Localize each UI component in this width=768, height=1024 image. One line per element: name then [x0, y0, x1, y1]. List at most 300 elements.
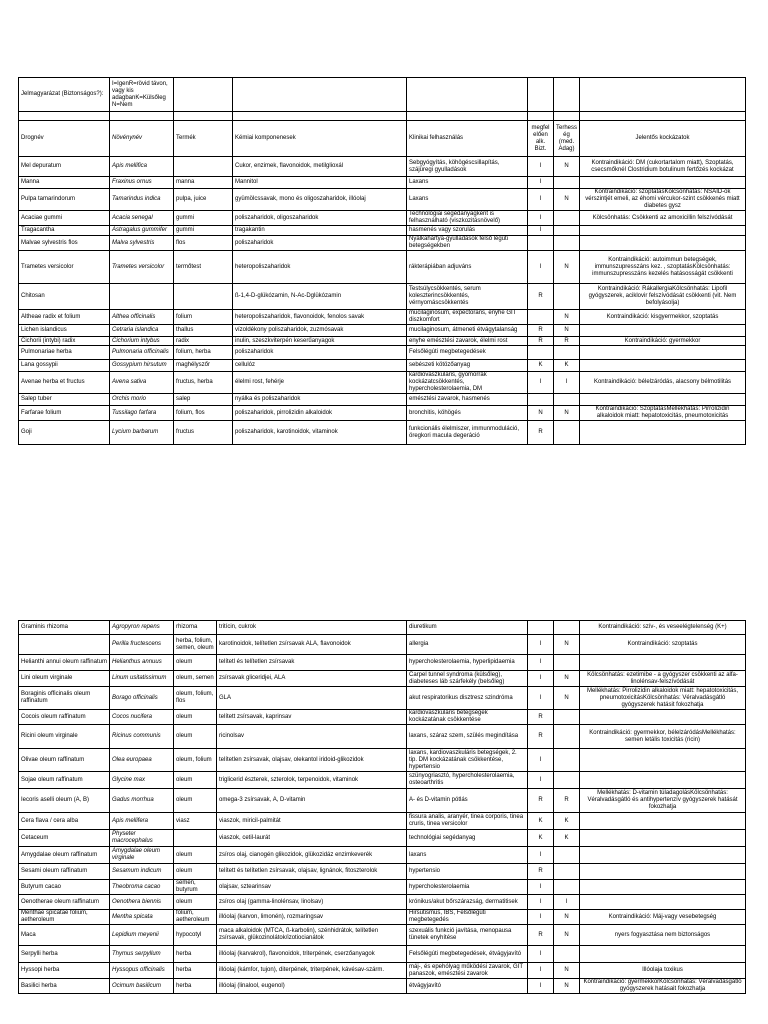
table-row — [19, 687, 746, 710]
cell-safe: R — [528, 864, 554, 880]
cell-use: kardiovaszkuláris betegségek kockázatának csökkentése — [407, 710, 528, 725]
cell-safe: I — [528, 749, 554, 772]
cell-plant: Althea officinalis — [110, 310, 174, 325]
cell-preg — [554, 725, 580, 749]
cell-part: gummi — [174, 226, 233, 236]
cell-risk: Kontraindikáció: SzoptatásMellékhatás: Pirrolizidin alkaloidok miatt: hepatotoxicitás, pneumotoxicitás — [580, 406, 746, 421]
cell-drug: Amygdalae oleum raffinatum — [19, 847, 110, 864]
cell-safe: R — [528, 925, 554, 946]
table-row — [19, 880, 746, 895]
cell-chem: telítetl és telítetlen zsírsavak — [217, 655, 407, 671]
herbal-drug-table-1 — [18, 77, 746, 445]
cell-preg: N — [554, 406, 580, 421]
cell-risk — [580, 864, 746, 880]
cell-use: Laxans — [407, 177, 528, 189]
cell-drug: Lichen islandicus — [19, 325, 110, 337]
cell-use: laxans, száraz szem, szülés megindítása — [407, 725, 528, 749]
cell-risk — [580, 421, 746, 445]
header-row — [19, 121, 746, 157]
cell-plant: Helianthus annuus — [110, 655, 174, 671]
cell-risk: nyers fogyasztása nem biztonságos — [580, 925, 746, 946]
cell-safe: R — [528, 789, 554, 813]
cell-use: máj-, és epehólyag működési zavarok, GIT panaszok, emésztési zavarok — [407, 963, 528, 979]
cell-chem: olajsav, sztearinsav — [217, 880, 407, 895]
cell-part: pulpa, juice — [174, 189, 233, 211]
cell-part: folium, aetheroleum — [174, 910, 217, 925]
table-row — [19, 772, 746, 789]
cell-chem: cellulóz — [233, 360, 407, 372]
cell-risk: Mellékhatás: Pirrolizidin alkaloidok miatt: hepatotoxicitás, pneumotoxicitásKölcsönhatás: Véralvadásgátló gyógyszerek hatásit fokozhatja — [580, 687, 746, 710]
cell-drug: Salep tuber — [19, 394, 110, 406]
table-row — [19, 621, 746, 635]
cell-plant: Avena sativa — [110, 372, 174, 394]
cell-risk — [580, 394, 746, 406]
cell-safe: I — [528, 671, 554, 687]
cell-drug: Sesami oleum raffinatum — [19, 864, 110, 880]
cell-safe: I — [528, 226, 554, 236]
cell-risk: Kontraindikáció: gyermekkor — [580, 337, 746, 346]
cell-safe — [528, 621, 554, 635]
cell-preg: N — [554, 963, 580, 979]
header-part: Termék — [174, 121, 233, 157]
cell-safe: R — [528, 710, 554, 725]
cell-chem: GLA — [217, 687, 407, 710]
cell-chem: ricinolsav — [217, 725, 407, 749]
cell-part: viasz — [174, 813, 217, 830]
cell-plant: Lycium barbarum — [110, 421, 174, 445]
header-risk: Jelentős kockázatok — [580, 121, 746, 157]
cell-use: hypercholesterolaemia — [407, 880, 528, 895]
cell-drug: Helianthi annui oleum raffinatum — [19, 655, 110, 671]
table-row — [19, 337, 746, 346]
cell-risk: Kontraindikáció: gyermekkorKölcsönhatás: Véralvadásgátló gyógyszerek hatásait fokozhatja — [580, 979, 746, 994]
cell-drug: Farfarae folium — [19, 406, 110, 421]
cell-use: Felsőlégúti megbetegedések — [407, 346, 528, 360]
cell-safe: I — [528, 979, 554, 994]
cell-use: funkcionális élelmiszer, immunmoduláció, öregkori macula degeráció — [407, 421, 528, 445]
cell-plant: Gossypium hirsutum — [110, 360, 174, 372]
cell-risk: Mellékhatás: D-vitamin túladagolásKölcsönhatás: Véralvadásgátló és antihypertenzív gyógyszerek hatását fokozhatja — [580, 789, 746, 813]
cell-drug: Serpylli herba — [19, 946, 110, 963]
cell-drug: Trametes versicolor — [19, 251, 110, 284]
cell-drug: Pulpa tamarindorum — [19, 189, 110, 211]
cell-preg: N — [554, 189, 580, 211]
cell-chem: zsíros olaj (gamma-linolénsav, linolsav) — [217, 895, 407, 910]
cell-safe: I — [528, 177, 554, 189]
cell-drug: Manna — [19, 177, 110, 189]
cell-part: oleum — [174, 772, 217, 789]
cell-preg: N — [554, 251, 580, 284]
cell-part: radix — [174, 337, 233, 346]
cell-drug: Menthae spicatae folium, aetheroleum — [19, 910, 110, 925]
cell-drug: Basilici herba — [19, 979, 110, 994]
cell-risk — [580, 946, 746, 963]
cell-drug: Butyrum cacao — [19, 880, 110, 895]
cell-drug: Ricini oleum virginale — [19, 725, 110, 749]
cell-use: Laxans — [407, 189, 528, 211]
cell-risk: Kontraindikáció: szoptatásKölcsönhatás: NSAID-ok vérszintjét emeli, az éhomi vércukor-szint csökkenés miatt diabetes gysz — [580, 189, 746, 211]
cell-part: oleum — [174, 789, 217, 813]
cell-safe — [528, 236, 554, 251]
cell-chem: poliszaharidok, karotinoidok, vitaminok — [233, 421, 407, 445]
cell-use: hasmenés vagy szorulás — [407, 226, 528, 236]
cell-part: oleum, folium — [174, 749, 217, 772]
cell-plant: Amygdalae oleum virginale — [110, 847, 174, 864]
table-2-body — [19, 621, 746, 994]
cell-part: fructus — [174, 421, 233, 445]
cell-use: akut respiratorikus disztresz szindróma — [407, 687, 528, 710]
cell-preg — [554, 226, 580, 236]
table-row — [19, 847, 746, 864]
table-row — [19, 211, 746, 226]
cell-drug: Mel depuratum — [19, 157, 110, 177]
cell-drug: Chitosan — [19, 284, 110, 310]
cell-use: allergia — [407, 635, 528, 655]
cell-plant: Cetraria islandica — [110, 325, 174, 337]
cell-plant: Cocos nucifera — [110, 710, 174, 725]
cell-safe: R — [528, 421, 554, 445]
cell-preg — [554, 864, 580, 880]
cell-chem: Mannitol — [233, 177, 407, 189]
cell-plant: Linum usitatissimum — [110, 671, 174, 687]
header-safe: megfelelően alk. Bizt. — [528, 121, 554, 157]
cell-drug: Olivae oleum raffinatum — [19, 749, 110, 772]
cell-risk — [580, 360, 746, 372]
cell-drug: Cera flava / cera alba — [19, 813, 110, 830]
cell-safe — [528, 310, 554, 325]
cell-use: emésztési zavarok, hasmenés — [407, 394, 528, 406]
cell-part: folium, flos — [174, 406, 233, 421]
table-row — [19, 406, 746, 421]
table-row — [19, 813, 746, 830]
table-row — [19, 251, 746, 284]
cell-plant: Fraxinus ornus — [110, 177, 174, 189]
cell-part: herba — [174, 946, 217, 963]
cell-safe: I — [528, 910, 554, 925]
cell-preg: N — [554, 979, 580, 994]
table-row — [19, 394, 746, 406]
cell-chem: zsíros olaj, cianogén glikozidok, glükozidáz enzimkeverék — [217, 847, 407, 864]
cell-drug — [19, 635, 110, 655]
table-row — [19, 360, 746, 372]
table-row — [19, 346, 746, 360]
cell-preg: R — [554, 789, 580, 813]
cell-preg — [554, 772, 580, 789]
cell-risk — [580, 830, 746, 847]
cell-safe: N — [528, 406, 554, 421]
cell-use: szexuális funkció javítása, menopausa tünetek enyhítése — [407, 925, 528, 946]
cell-safe: R — [528, 725, 554, 749]
table-row — [19, 177, 746, 189]
cell-chem: heteropoliszaharidok — [233, 251, 407, 284]
table-row — [19, 725, 746, 749]
cell-plant: Agropyron repens — [110, 621, 174, 635]
cell-use: diuretikum — [407, 621, 528, 635]
cell-safe: I — [528, 880, 554, 895]
cell-risk — [580, 895, 746, 910]
cell-use: Sebgyógyítás, köhögéscsillapítás, szájüregi gyulladások — [407, 157, 528, 177]
cell-drug: Hyssopi herba — [19, 963, 110, 979]
cell-safe: K — [528, 813, 554, 830]
cell-part: herba, folium, semen, oleum — [174, 635, 217, 655]
cell-risk — [580, 226, 746, 236]
cell-chem: telítetlen zsírsavak, olajsav, olekantol iridoid-glikozidok — [217, 749, 407, 772]
cell-use: hypercholesterolaemia, hyperlipidaemia — [407, 655, 528, 671]
cell-risk: Kontraindikáció: RákallergiaKölcsönhatás: Lipofil gyógyszerek, aciklovir felszívódását csökkenti (vit. Nem befolyásolja) — [580, 284, 746, 310]
cell-safe: R — [528, 284, 554, 310]
cell-risk: Kontraindikáció: Máj-vagy vesebetegség — [580, 910, 746, 925]
cell-plant: Tamarindus indica — [110, 189, 174, 211]
cell-risk: Kölcsönhatás: Csökkenti az amoxicillin felszívódását — [580, 211, 746, 226]
table-row — [19, 895, 746, 910]
cell-chem: vízoldékony poliszaharidok, zuzmósavak — [233, 325, 407, 337]
cell-chem: triglicerid észterek, szterolok, terpenoidok, vitaminok — [217, 772, 407, 789]
cell-plant: Acacia senegal — [110, 211, 174, 226]
cell-chem: Cukor, enzimek, flavonoidok, metilglioxál — [233, 157, 407, 177]
cell-plant: Gadus morrhua — [110, 789, 174, 813]
cell-drug: Iecoris aselli oleum (A, B) — [19, 789, 110, 813]
cell-use: Technológiai segédanyagként is felhasználható (viszkozitásnövelő) — [407, 211, 528, 226]
cell-drug: Lini oleum virginale — [19, 671, 110, 687]
cell-risk: Kontraindikáció: DM (cukortartalom miatt), Szoptatás, csecsmőknél Clostridium botulinum fertőzés kockázat — [580, 157, 746, 177]
cell-risk — [580, 655, 746, 671]
cell-safe: K — [528, 360, 554, 372]
cell-drug: Cichorii (intybi) radix — [19, 337, 110, 346]
cell-drug: Maca — [19, 925, 110, 946]
cell-part: oleum — [174, 710, 217, 725]
cell-plant: Perilla fructescens — [110, 635, 174, 655]
cell-safe: I — [528, 946, 554, 963]
cell-use: fissura analis, aranyér, tinea corporis, tinea cruris, tinea versicolor — [407, 813, 528, 830]
cell-plant: Physeter macrocephalus — [110, 830, 174, 847]
cell-use: kardiovaszkuláris, gyomorrák kockázatcsökkentés, hypercholesterolaemia, DM — [407, 372, 528, 394]
cell-plant: Lepidium meyenii — [110, 925, 174, 946]
table-row — [19, 325, 746, 337]
header-chem: Kémiai komponenesek — [233, 121, 407, 157]
table-row — [19, 749, 746, 772]
cell-drug: Lana gossypii — [19, 360, 110, 372]
cell-use: enyhe emésztési zavarok, élelmi rost — [407, 337, 528, 346]
cell-preg: N — [554, 157, 580, 177]
cell-risk — [580, 880, 746, 895]
cell-plant: Pulmonaria officinalis — [110, 346, 174, 360]
cell-use: A- és D-vitamin pótlás — [407, 789, 528, 813]
cell-part: folium, herba — [174, 346, 233, 360]
cell-use: Nyálkahártya-gyulladások felső légúti betegségekben — [407, 236, 528, 251]
cell-risk — [580, 813, 746, 830]
header-use: Klinikai felhasználás — [407, 121, 528, 157]
cell-part — [174, 284, 233, 310]
cell-preg: N — [554, 687, 580, 710]
cell-chem: viaszok, cetil-laurát — [217, 830, 407, 847]
table-row — [19, 979, 746, 994]
cell-risk — [580, 236, 746, 251]
cell-part: oleum — [174, 847, 217, 864]
cell-safe: I — [528, 847, 554, 864]
cell-plant: Hyssopus officinalis — [110, 963, 174, 979]
cell-preg — [554, 946, 580, 963]
cell-part: salep — [174, 394, 233, 406]
cell-preg — [554, 749, 580, 772]
cell-drug: Avenae herba et fructus — [19, 372, 110, 394]
cell-part: manna — [174, 177, 233, 189]
cell-drug: Cocois oleum raffinatum — [19, 710, 110, 725]
cell-chem: illóolaj (karvakrol), flavonoidok, triterpének, cserzőanyagok — [217, 946, 407, 963]
table-row — [19, 789, 746, 813]
cell-plant: Malva sylvestris — [110, 236, 174, 251]
cell-drug: Sojae oleum raffinatum — [19, 772, 110, 789]
cell-preg — [554, 655, 580, 671]
cell-preg — [554, 211, 580, 226]
cell-preg: K — [554, 830, 580, 847]
cell-risk — [580, 772, 746, 789]
cell-plant: Ocimum basilicum — [110, 979, 174, 994]
cell-safe — [528, 346, 554, 360]
cell-safe: I — [528, 772, 554, 789]
cell-preg: N — [554, 925, 580, 946]
cell-part: gummi — [174, 211, 233, 226]
cell-chem: telített és telítetlen zsírsavak, olajsav, lignánok, fitoszterolok — [217, 864, 407, 880]
table-row — [19, 655, 746, 671]
cell-risk — [580, 749, 746, 772]
cell-chem: poliszaharidok, oligoszaharidok — [233, 211, 407, 226]
cell-risk: Kontraindikáció: autoimmun betegségek, immunszupresszáns kez. , szoptatásKölcsönhatás: immunszupresszáns kezelés hatásosságát csökkenti — [580, 251, 746, 284]
cell-use: laxans — [407, 847, 528, 864]
cell-chem: ß-1,4-D-glükózamin, N-Ac-Dglükózamin — [233, 284, 407, 310]
cell-safe: I — [528, 211, 554, 226]
cell-safe: I — [528, 372, 554, 394]
header-preg: Terhesség (med. Adag) — [554, 121, 580, 157]
table-row — [19, 635, 746, 655]
cell-safe: K — [528, 830, 554, 847]
cell-preg — [554, 284, 580, 310]
cell-part: herba — [174, 963, 217, 979]
cell-use: Carpel tunnel syndroma (külsőleg), diabeteses láb szárfekély (belsőleg) — [407, 671, 528, 687]
cell-part: rhizoma — [174, 621, 217, 635]
cell-use: bronchitis, köhögés — [407, 406, 528, 421]
table-row — [19, 157, 746, 177]
table-row — [19, 226, 746, 236]
cell-chem: zsírsavak gliceridjei, ALA — [217, 671, 407, 687]
cell-use: hypertensio — [407, 864, 528, 880]
cell-risk — [580, 177, 746, 189]
cell-part: folium — [174, 310, 233, 325]
cell-plant: Sesamum indicum — [110, 864, 174, 880]
cell-risk — [580, 325, 746, 337]
cell-safe: I — [528, 895, 554, 910]
cell-plant: Theobroma cacao — [110, 880, 174, 895]
table-row — [19, 236, 746, 251]
cell-part: flos — [174, 236, 233, 251]
cell-plant: Olea europaea — [110, 749, 174, 772]
cell-plant: Borago officinalis — [110, 687, 174, 710]
table-row — [19, 910, 746, 925]
cell-part: oleum, semen — [174, 671, 217, 687]
cell-drug: Acaciae gummi — [19, 211, 110, 226]
cell-safe: I — [528, 251, 554, 284]
cell-chem: poliszaharidok — [233, 236, 407, 251]
cell-chem: heteropoliszaharidok, flavonoidok, fenolos savak — [233, 310, 407, 325]
cell-safe: I — [528, 687, 554, 710]
cell-use: szünyogriasztó, hypercholesterolaemia, osteoarthritis — [407, 772, 528, 789]
cell-preg — [554, 421, 580, 445]
cell-use: Hirsutismus, IBS, Felsőlégúti megbetegedés — [407, 910, 528, 925]
cell-preg: K — [554, 360, 580, 372]
cell-plant: Apis mellifica — [110, 157, 174, 177]
table-row — [19, 925, 746, 946]
cell-plant: Oenothera biennis — [110, 895, 174, 910]
table-row — [19, 864, 746, 880]
header-plant: Növénynév — [110, 121, 174, 157]
table-row — [19, 946, 746, 963]
cell-drug: Malvae sylvestris flos — [19, 236, 110, 251]
cell-plant: Apis mellifera — [110, 813, 174, 830]
legend-label: Jelmagyarázat (Biztonságos?): — [19, 78, 110, 112]
cell-risk: Kontraindikáció: gyermekkor, bélelzáródásMellékhatás: semen letális toxicitás (ricin) — [580, 725, 746, 749]
cell-part: herba — [174, 979, 217, 994]
cell-preg: N — [554, 310, 580, 325]
cell-use: technológiai segédanyag — [407, 830, 528, 847]
cell-use: étvágyjavító — [407, 979, 528, 994]
cell-safe: R — [528, 337, 554, 346]
cell-use: Testsúlycsökkentés, serum koleszterincsökkentés, vérnyomáscsökkentés — [407, 284, 528, 310]
cell-risk: Kölcsönhatás: ezetimibe - a gyógyszer csökkenti az alfa-linolénsav-felszívódását — [580, 671, 746, 687]
cell-drug: Graminis rhizoma — [19, 621, 110, 635]
cell-risk: Kontraindikáció: kisgyermekkor, szoptatás — [580, 310, 746, 325]
cell-preg — [554, 710, 580, 725]
cell-preg: N — [554, 671, 580, 687]
cell-part: oleum — [174, 725, 217, 749]
cell-preg — [554, 236, 580, 251]
cell-drug: Oenotherae oleum raffinatum — [19, 895, 110, 910]
table-row — [19, 189, 746, 211]
cell-preg — [554, 394, 580, 406]
cell-part: termőtest — [174, 251, 233, 284]
cell-preg: R — [554, 337, 580, 346]
cell-use: rákterápiában adjuváns — [407, 251, 528, 284]
cell-safe: I — [528, 963, 554, 979]
cell-plant: Tussilago farfara — [110, 406, 174, 421]
herbal-drug-table-2 — [18, 620, 746, 994]
cell-drug: Tragacantha — [19, 226, 110, 236]
cell-part: oleum — [174, 895, 217, 910]
cell-risk — [580, 346, 746, 360]
cell-chem: omega-3 zsírsavak, A, D-vitamin — [217, 789, 407, 813]
cell-chem: tragakantin — [233, 226, 407, 236]
cell-chem: illóolaj (kámfor, tujon), diterpének, triterpének, kávésav-szárm. — [217, 963, 407, 979]
table-row — [19, 830, 746, 847]
cell-safe: I — [528, 655, 554, 671]
cell-part — [174, 157, 233, 177]
cell-preg — [554, 177, 580, 189]
cell-drug: Cetaceum — [19, 830, 110, 847]
cell-use: krónikus/akut bőrszárazság, dermatitisek — [407, 895, 528, 910]
cell-risk — [580, 710, 746, 725]
cell-chem: poliszaharidok — [233, 346, 407, 360]
cell-plant: Thymus serpyllum — [110, 946, 174, 963]
cell-safe: R — [528, 325, 554, 337]
cell-chem: illóolaj (karvon, limonén), rozmaringsav — [217, 910, 407, 925]
cell-plant: Mentha spicata — [110, 910, 174, 925]
cell-part: oleum — [174, 864, 217, 880]
cell-chem: viaszok, miricil-palmitát — [217, 813, 407, 830]
cell-preg: N — [554, 325, 580, 337]
cell-preg: I — [554, 372, 580, 394]
cell-plant — [110, 284, 174, 310]
table-row — [19, 710, 746, 725]
cell-part — [174, 830, 217, 847]
cell-use: sebészeti kötözőanyag — [407, 360, 528, 372]
